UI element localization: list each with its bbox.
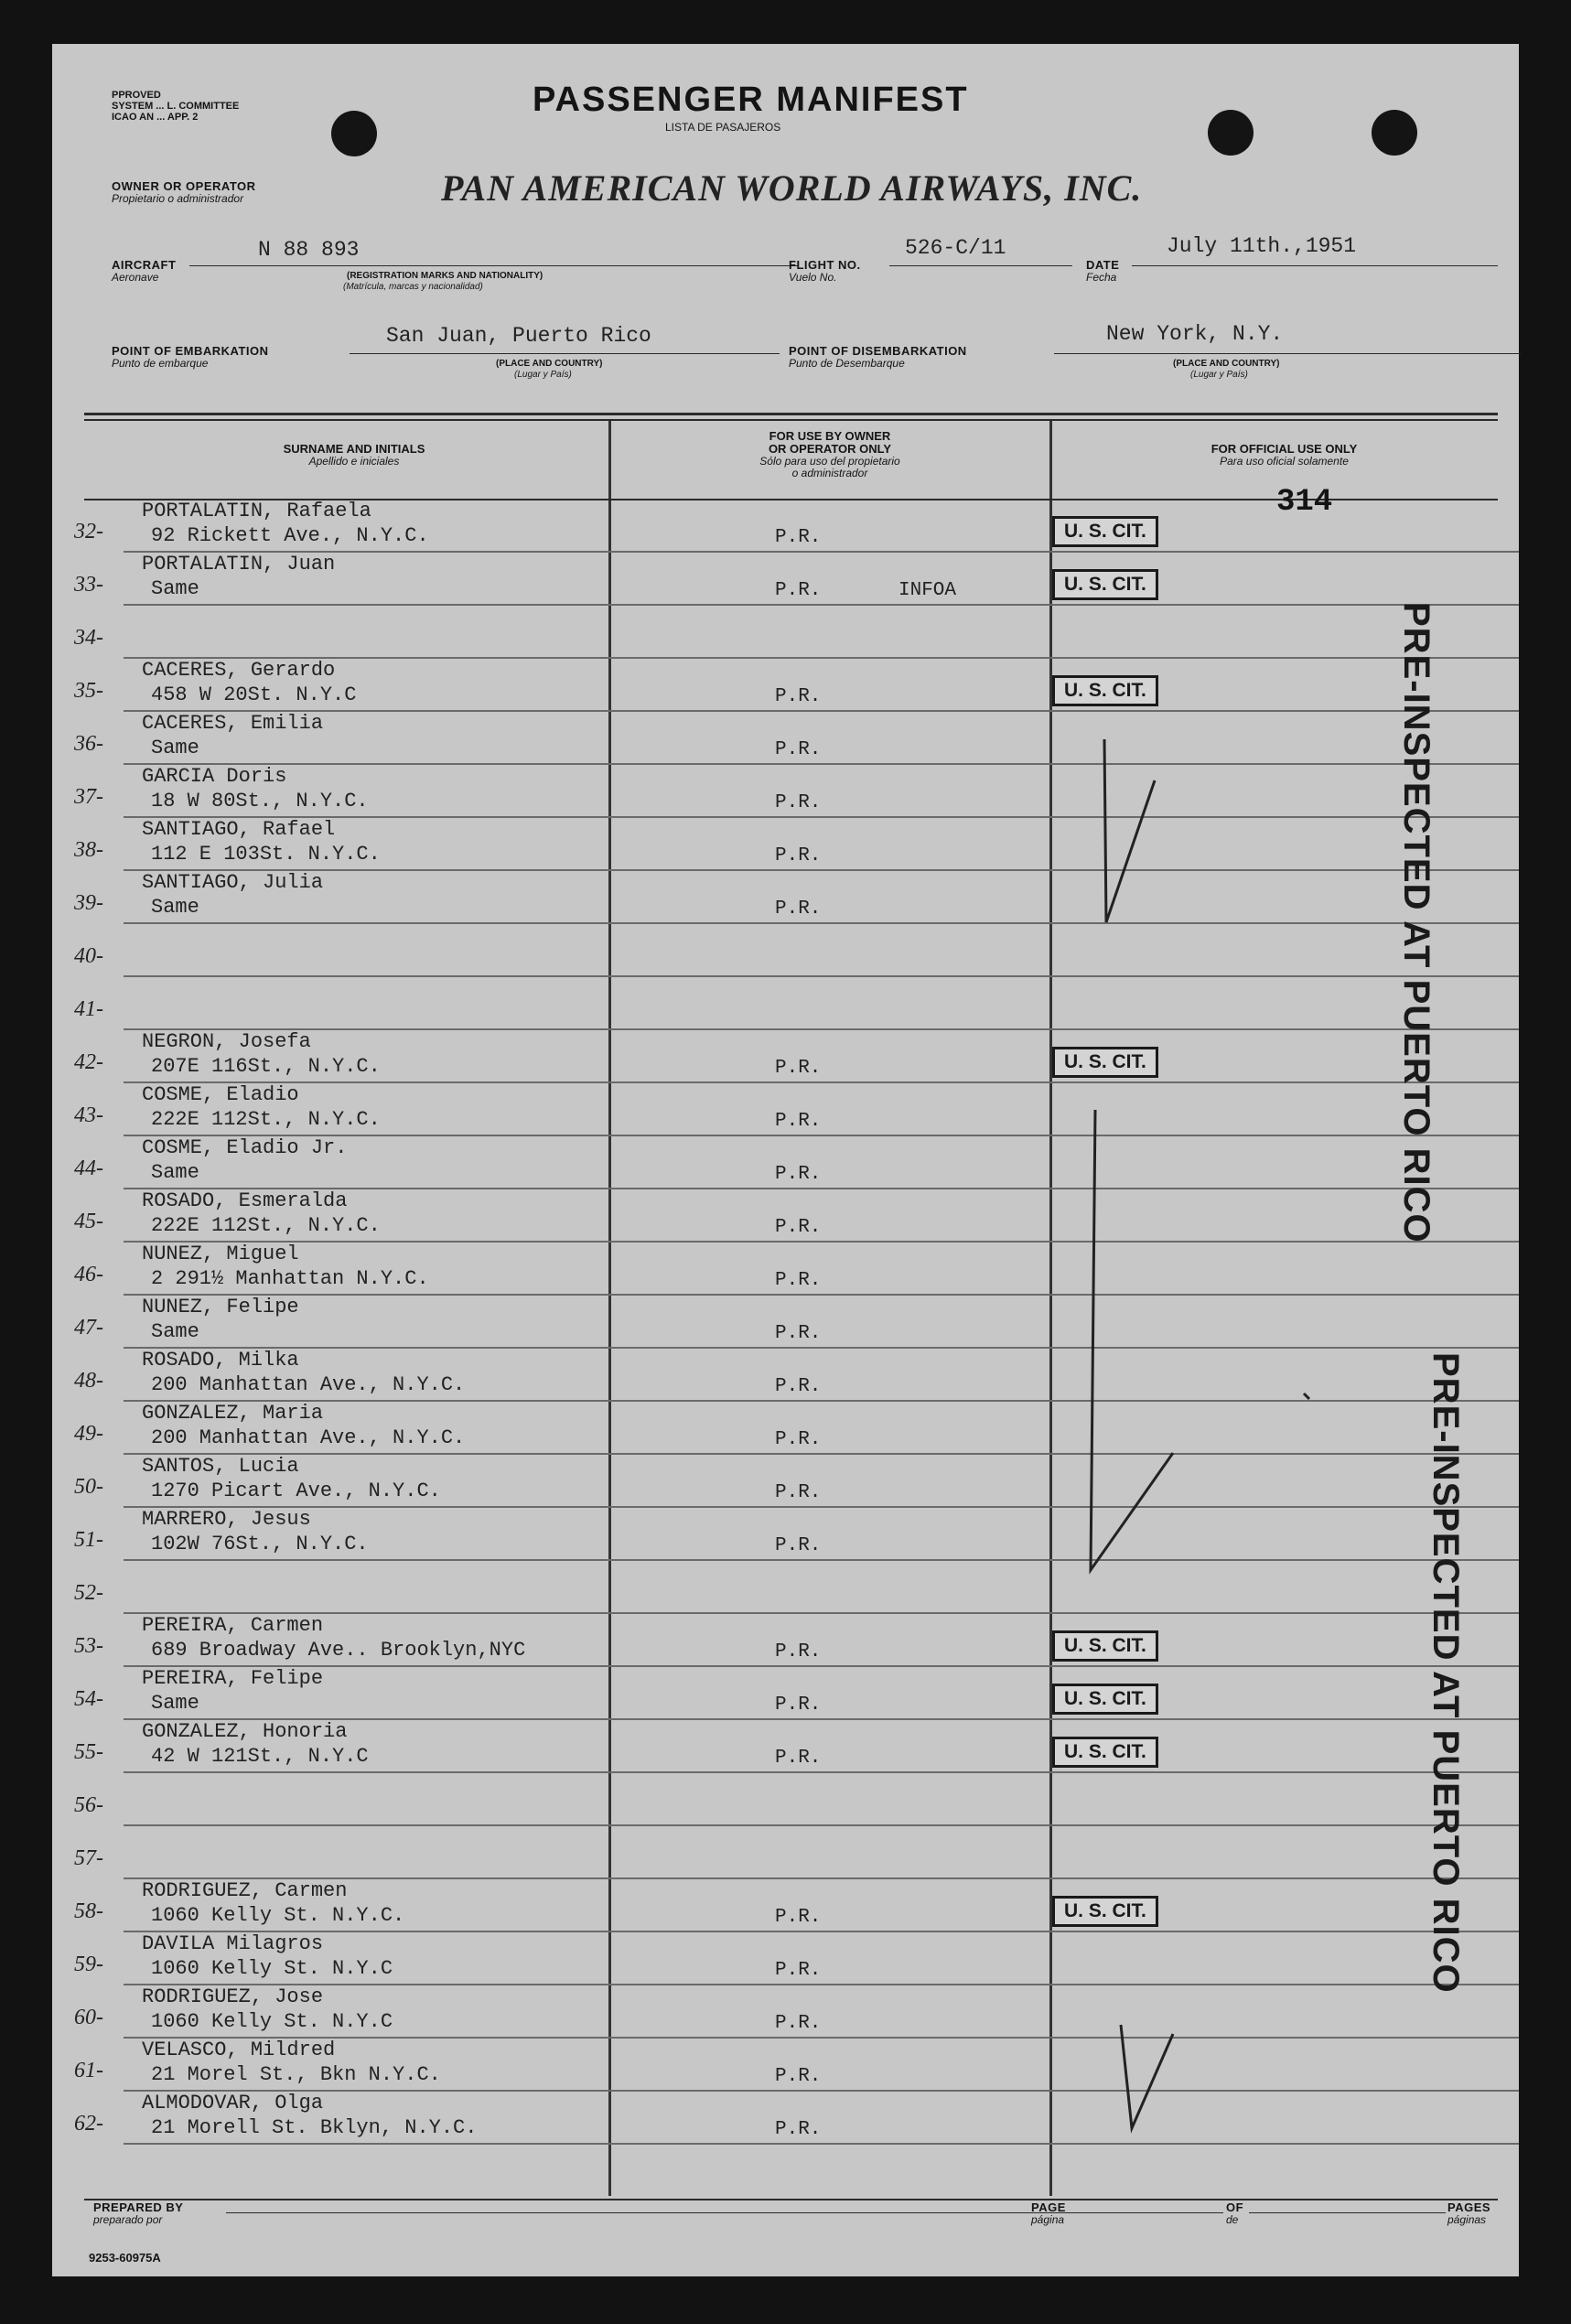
origin-code: P.R. [775,1323,822,1344]
passenger-address: 458 W 20St. N.Y.C [151,683,357,706]
owner-label: OWNER OR OPERATOR [112,179,256,193]
row-number: 61- [74,2059,103,2082]
passenger-name: VELASCO, Mildred [142,2039,336,2061]
origin-code: P.R. [775,1907,822,1928]
check-mark-1 [1104,739,1155,922]
passenger-name: COSME, Eladio [142,1083,299,1106]
origin-code: P.R. [775,1695,822,1716]
row-number: 53- [74,1634,103,1658]
row-number: 35- [74,679,103,703]
passenger-address: 42 W 121St., N.Y.C [151,1745,369,1768]
passenger-name: SANTIAGO, Rafael [142,818,336,841]
aircraft-value: N 88 893 [258,238,360,262]
date-label-es: Fecha [1086,271,1117,284]
check-mark-3 [1121,2025,1173,2128]
row-number: 32- [74,520,103,543]
pages-label-es: páginas [1447,2213,1487,2226]
prepared-label: PREPARED BY [93,2200,184,2214]
row-number: 49- [74,1422,103,1446]
flight-label-es: Vuelo No. [789,271,837,284]
row-number: 34- [74,626,103,650]
col-owner-subtitle-1: Sólo para uso del propietario [759,455,900,468]
owner-label-es: Propietario o administrador [112,192,244,205]
passenger-address: 92 Rickett Ave., N.Y.C. [151,524,429,547]
origin-code: P.R. [775,1217,822,1238]
passenger-address: 18 W 80St., N.Y.C. [151,790,369,812]
row-number: 42- [74,1050,103,1074]
aircraft-caption: (REGISTRATION MARKS AND NATIONALITY) [347,271,543,281]
page-label-es: página [1031,2213,1065,2226]
origin-code: P.R. [775,1960,822,1981]
passenger-name: PORTALATIN, Rafaela [142,500,371,522]
origin-code: P.R. [775,1535,822,1556]
row-number: 47- [74,1316,103,1340]
row-number: 46- [74,1263,103,1286]
passenger-address: 200 Manhattan Ave., N.Y.C. [151,1373,466,1396]
passenger-address: Same [151,1320,199,1343]
passenger-address: 2 291½ Manhattan N.Y.C. [151,1267,429,1290]
row-number: 40- [74,944,103,968]
date-value: July 11th.,1951 [1167,234,1357,258]
check-mark-2 [1091,1110,1173,1570]
passenger-name: ALMODOVAR, Olga [142,2092,324,2114]
passenger-name: PORTALATIN, Juan [142,553,336,576]
passenger-address: Same [151,1161,199,1184]
page-subtitle: LISTA DE PASAJEROS [665,121,781,134]
passenger-address: 112 E 103St. N.Y.C. [151,843,381,866]
passenger-name: PEREIRA, Felipe [142,1667,324,1690]
row-number: 41- [74,997,103,1021]
row-number: 60- [74,2006,103,2029]
origin-code: P.R. [775,1429,822,1450]
passenger-name: GONZALEZ, Maria [142,1402,324,1425]
disembark-value: New York, N.Y. [1106,322,1284,346]
disembark-caption: (PLACE AND COUNTRY) [1173,359,1280,369]
date-label: DATE [1086,258,1120,272]
us-citizen-stamp: U. S. CIT. [1052,1684,1158,1715]
aircraft-label: AIRCRAFT [112,258,177,272]
us-citizen-stamp: U. S. CIT. [1052,1047,1158,1078]
origin-code: P.R. [775,739,822,760]
origin-code: P.R. [775,527,822,548]
passenger-name: CACERES, Gerardo [142,659,336,682]
row-number: 62- [74,2112,103,2136]
origin-code: P.R. [775,1111,822,1132]
passenger-address: 1060 Kelly St. N.Y.C [151,1957,393,1980]
disembark-label: POINT OF DISEMBARKATION [789,344,967,358]
passenger-address: 200 Manhattan Ave., N.Y.C. [151,1426,466,1449]
row-number: 33- [74,573,103,597]
us-citizen-stamp: U. S. CIT. [1052,1737,1158,1768]
operator-note: INFOA [898,580,957,601]
passenger-address: Same [151,577,199,600]
passenger-address: Same [151,1692,199,1715]
col-owner-title-1: FOR USE BY OWNER [769,429,891,443]
embark-value: San Juan, Puerto Rico [386,324,651,348]
embark-caption: (PLACE AND COUNTRY) [496,359,603,369]
aircraft-caption-es: (Matrícula, marcas y nacionalidad) [343,282,483,292]
pages-label: PAGES [1447,2200,1491,2214]
passenger-name: NUNEZ, Felipe [142,1296,299,1318]
col-owner-title-2: OR OPERATOR ONLY [768,442,892,456]
row-number: 36- [74,732,103,756]
official-number: 314 [1276,485,1333,520]
row-number: 38- [74,838,103,862]
disembark-caption-es: (Lugar y País) [1190,370,1248,380]
flight-value: 526-C/11 [905,236,1006,260]
passenger-name: CACERES, Emilia [142,712,324,735]
us-citizen-stamp: U. S. CIT. [1052,675,1158,706]
passenger-name: ROSADO, Esmeralda [142,1189,348,1212]
row-number: 59- [74,1953,103,1976]
prepared-label-es: preparado por [93,2213,163,2226]
passenger-address: Same [151,737,199,759]
row-number: 58- [74,1899,103,1923]
row-number: 39- [74,891,103,915]
col-official-subtitle: Para uso oficial solamente [1220,455,1349,468]
passenger-name: SANTOS, Lucia [142,1455,299,1478]
col-owner-subtitle-2: o administrador [791,467,868,479]
page-title: PASSENGER MANIFEST [533,81,969,119]
row-number: 37- [74,785,103,809]
embark-label: POINT OF EMBARKATION [112,344,269,358]
origin-code: P.R. [775,1164,822,1185]
row-number: 50- [74,1475,103,1499]
row-number: 45- [74,1210,103,1233]
passenger-name: ROSADO, Milka [142,1349,299,1372]
origin-code: P.R. [775,898,822,920]
origin-code: P.R. [775,1748,822,1769]
col-official-title: FOR OFFICIAL USE ONLY [1211,442,1358,456]
origin-code: P.R. [775,1270,822,1291]
check-marks [52,44,1519,2276]
row-number: 54- [74,1687,103,1711]
passenger-address: 1060 Kelly St. N.Y.C. [151,1904,405,1927]
row-number: 55- [74,1740,103,1764]
passenger-name: NEGRON, Josefa [142,1030,311,1053]
passenger-address: 222E 112St., N.Y.C. [151,1214,381,1237]
row-number: 51- [74,1528,103,1552]
disembark-label-es: Punto de Desembarque [789,357,905,370]
us-citizen-stamp: U. S. CIT. [1052,1630,1158,1662]
us-citizen-stamp: U. S. CIT. [1052,516,1158,547]
passenger-name: MARRERO, Jesus [142,1508,311,1531]
passenger-address: 689 Broadway Ave.. Brooklyn,NYC [151,1639,526,1662]
row-number: 43- [74,1103,103,1127]
row-number: 44- [74,1157,103,1180]
origin-code: P.R. [775,845,822,866]
passenger-name: COSME, Eladio Jr. [142,1136,348,1159]
passenger-address: 222E 112St., N.Y.C. [151,1108,381,1131]
passenger-address: 1060 Kelly St. N.Y.C [151,2010,393,2033]
page-label: PAGE [1031,2200,1066,2214]
passenger-address: 21 Morel St., Bkn N.Y.C. [151,2063,441,2086]
approval-line-3: ICAO AN ... APP. 2 [112,112,199,123]
origin-code: P.R. [775,686,822,707]
passenger-name: PEREIRA, Carmen [142,1614,324,1637]
of-label-es: de [1226,2213,1239,2226]
of-underline [1249,2212,1446,2213]
of-label: OF [1226,2200,1244,2214]
origin-code: P.R. [775,2066,822,2087]
approval-line-1: PPROVED [112,90,161,101]
passenger-name: GARCIA Doris [142,765,287,788]
passenger-name: NUNEZ, Miguel [142,1243,299,1265]
owner-value: PAN AMERICAN WORLD AIRWAYS, INC. [441,167,1143,209]
preinspected-stamp-1: PRE-INSPECTED AT PUERTO RICO [1396,602,1436,1243]
approval-line-2: SYSTEM ... L. COMMITTEE [112,101,240,112]
col-surname-title: SURNAME AND INITIALS [283,442,425,456]
passenger-name: RODRIGUEZ, Jose [142,1985,324,2008]
manifest-sheet [52,44,1519,2276]
origin-code: P.R. [775,580,822,601]
embark-label-es: Punto de embarque [112,357,209,370]
passenger-address: 102W 76St., N.Y.C. [151,1533,369,1555]
footer-rule [84,2199,1498,2200]
page-underline [1072,2212,1223,2213]
row-number: 56- [74,1793,103,1817]
flight-label: FLIGHT NO. [789,258,861,272]
passenger-name: RODRIGUEZ, Carmen [142,1879,348,1902]
passenger-address: Same [151,896,199,919]
origin-code: P.R. [775,1641,822,1662]
origin-code: P.R. [775,2119,822,2140]
origin-code: P.R. [775,1482,822,1503]
origin-code: P.R. [775,792,822,813]
us-citizen-stamp: U. S. CIT. [1052,569,1158,600]
prepared-underline [226,2212,1086,2213]
check-tick-sm [1304,1393,1309,1399]
row-number: 57- [74,1846,103,1870]
embark-caption-es: (Lugar y País) [514,370,572,380]
passenger-name: DAVILA Milagros [142,1932,324,1955]
row-number: 48- [74,1369,103,1393]
passenger-name: GONZALEZ, Honoria [142,1720,348,1743]
passenger-address: 21 Morell St. Bklyn, N.Y.C. [151,2116,478,2139]
origin-code: P.R. [775,2013,822,2034]
us-citizen-stamp: U. S. CIT. [1052,1896,1158,1927]
col-surname-subtitle: Apellido e iniciales [308,455,400,468]
origin-code: P.R. [775,1058,822,1079]
preinspected-stamp-2: PRE-INSPECTED AT PUERTO RICO [1426,1352,1466,1994]
passenger-address: 1270 Picart Ave., N.Y.C. [151,1479,441,1502]
row-number: 52- [74,1581,103,1605]
passenger-name: SANTIAGO, Julia [142,871,324,894]
passenger-address: 207E 116St., N.Y.C. [151,1055,381,1078]
form-code: 9253-60975A [89,2251,161,2265]
origin-code: P.R. [775,1376,822,1397]
aircraft-label-es: Aeronave [112,271,159,284]
